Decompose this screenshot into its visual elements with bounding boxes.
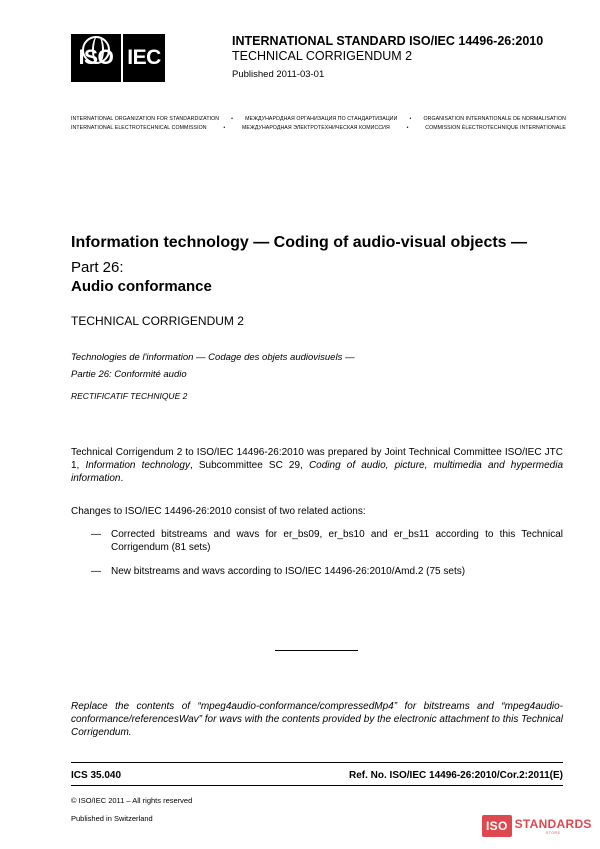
publication-location: Published in Switzerland [71,814,153,823]
intro-text: . [120,473,124,484]
separator-line [275,650,358,651]
french-title: Technologies de l'information — Codage des objets audiovisuels — [71,352,355,363]
intro-paragraph [71,446,563,485]
iso-logo-text: ISO [78,46,114,69]
footer-rule-bottom [71,785,563,786]
store-sub-text: STORE [545,831,561,835]
list-item-text: New bitstreams and wavs according to ISO/IEC 14496-26:2010/Amd.2 (75 sets) [111,566,466,577]
intro-text: , Subcommittee SC 29, [189,460,309,471]
bullet-icon: • [409,116,412,122]
document-title: Information technology — Coding of audio-visual objects — [71,234,528,251]
committee-title: Information technology [85,460,190,471]
org-name: INTERNATIONAL ORGANIZATION FOR STANDARDIZATION [71,116,220,122]
standard-number: INTERNATIONAL STANDARD ISO/IEC 14496-26:2010 [232,34,544,48]
dash-icon: — [91,529,101,540]
org-name: INTERNATIONAL ELECTROTECHNICAL COMMISSION [71,125,207,131]
list-item-text: Corrected bitstreams and wavs for er_bs09, er_bs10 and er_bs11 according to this Technical Corrigendum (81 sets) [111,529,563,553]
intro-text: Technical Corrigendum 2 to ISO/IEC 14496-26:2010 was prepared by Joint Technical Committee ISO/IEC JTC 1, [71,447,563,471]
copyright-notice: © ISO/IEC 2011 – All rights reserved [71,796,193,805]
organizations-line-1 [71,116,566,122]
list-item [91,528,563,554]
store-iso-text: ISO [482,815,512,837]
publication-date: Published 2011-03-01 [232,69,325,80]
document-subtitle: Audio conformance [71,278,212,295]
document-corrigendum: TECHNICAL CORRIGENDUM 2 [71,314,244,328]
footer-rule-top [71,762,563,763]
dash-icon: — [91,566,101,577]
ics-code: ICS 35.040 [71,770,122,781]
org-name: COMMISSION ÉLECTROTECHNIQUE INTERNATIONALE [425,125,566,131]
org-name: ORGANISATION INTERNATIONALE DE NORMALISATION [423,116,566,122]
changes-paragraph: Changes to ISO/IEC 14496-26:2010 consist of two related actions: [71,506,366,517]
document-part: Part 26: [71,259,124,276]
corrigendum-label: TECHNICAL CORRIGENDUM 2 [232,49,413,63]
reference-number: Ref. No. ISO/IEC 14496-26:2010/Cor.2:2011(E) [349,770,563,781]
organizations-line-2 [71,125,566,131]
org-name: МЕЖДУНАРОДНАЯ ЭЛЕКТРОТЕХНИЧЕСКАЯ КОМИССИЯ [242,125,390,131]
french-part: Partie 26: Conformité audio [71,369,187,380]
bullet-icon: • [231,116,234,122]
french-corrigendum: RECTIFICATIF TECHNIQUE 2 [71,391,188,401]
iec-logo-text: IEC [127,46,161,69]
list-item [91,565,563,578]
iso-standards-store-logo [482,812,592,840]
org-name: МЕЖДУНАРОДНАЯ ОРГАНИЗАЦИЯ ПО СТАНДАРТИЗАЦИИ [245,116,398,122]
iec-logo [123,34,165,82]
bullet-icon: • [223,125,226,131]
bullet-icon: • [406,125,409,131]
iso-logo [71,34,121,82]
subcommittee-title: Coding of audio, picture, multimedia and hypermedia information [71,460,564,484]
replacement-paragraph: Replace the contents of “mpeg4audio-conformance/compressedMp4” for bitstreams and “mpeg4audio-conformance/referencesWav” for wavs with the contents provided by the electronic attachment to this Technical Corrigendum. [71,701,563,738]
store-standards-text: STANDARDS [514,817,592,831]
